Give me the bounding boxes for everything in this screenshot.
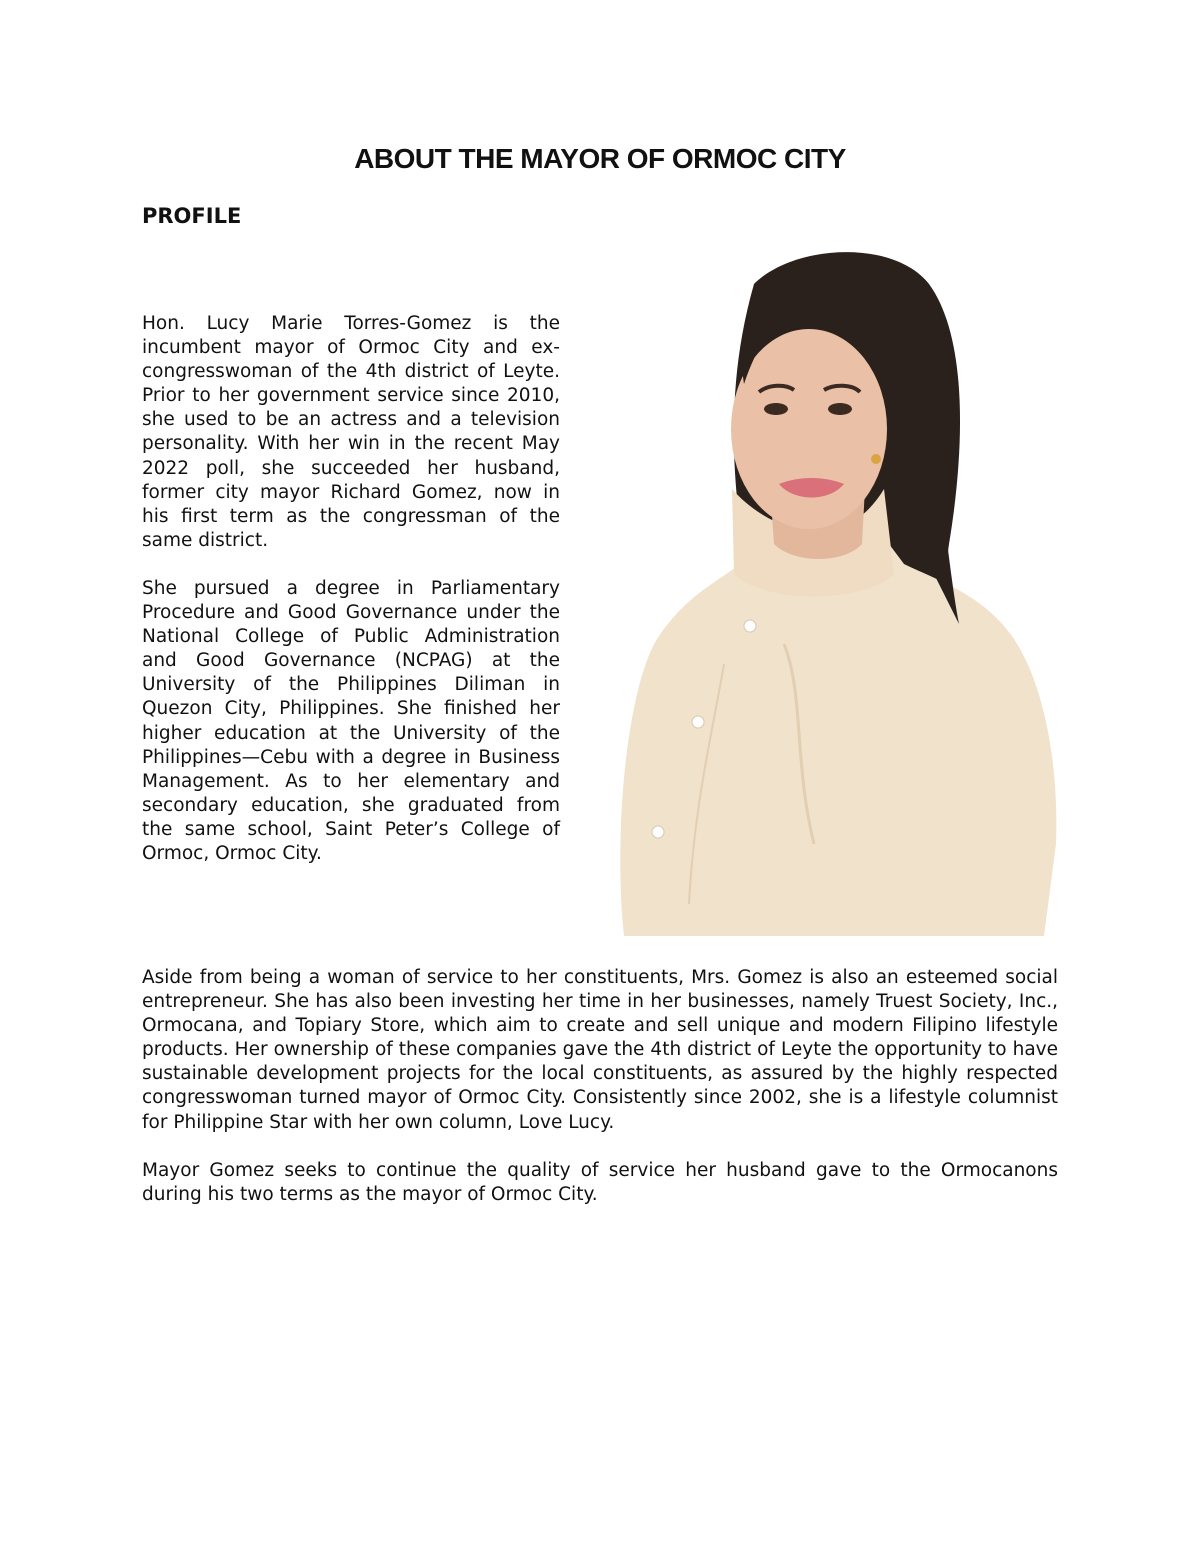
- paragraph-closing: Mayor Gomez seeks to continue the quality of service her husband gave to the Ormocanons during his two terms as the mayor of Ormoc City.: [142, 1159, 1058, 1205]
- section-heading-profile: PROFILE: [142, 204, 242, 228]
- profile-column-text: [142, 312, 560, 890]
- profile-full-width-text: [142, 966, 1058, 1231]
- mayor-portrait-photo: [604, 244, 1060, 936]
- paragraph-entrepreneur: Aside from being a woman of service to her constituents, Mrs. Gomez is also an esteemed social entrepreneur. She has also been investing her time in her businesses, namely Truest Society, Inc., Ormocana, and Topiary Store, which aim to create and sell unique and modern Filipino lifestyle products. Her ownership of these companies gave the 4th district of Leyte the opportunity to have sustainable development projects for the local constituents, as assured by the highly respected congresswoman turned mayor of Ormoc City. Consistently since 2002, she is a lifestyle columnist for Philippine Star with her own column, Love Lucy.: [142, 967, 1058, 1133]
- page-title: ABOUT THE MAYOR OF ORMOC CITY: [354, 143, 846, 174]
- paragraph-intro: Hon. Lucy Marie Torres-Gomez is the incumbent mayor of Ormoc City and ex-congresswoman of the 4th district of Leyte. Prior to her government service since 2010, she used to be an actress and a television personality. With her win in the recent May 2022 poll, she succeeded her husband, former city mayor Richard Gomez, now in his first term as the congressman of the same district.: [142, 313, 560, 551]
- paragraph-education: She pursued a degree in Parliamentary Procedure and Good Governance under the National College of Public Administration and Good Governance (NCPAG) at the University of the Philippines Diliman in Quezon City, Philippines. She finished her higher education at the University of the Philippines—Cebu with a degree in Business Management. As to her elementary and secondary education, she graduated from the same school, Saint Peter’s College of Ormoc, Ormoc City.: [142, 577, 560, 864]
